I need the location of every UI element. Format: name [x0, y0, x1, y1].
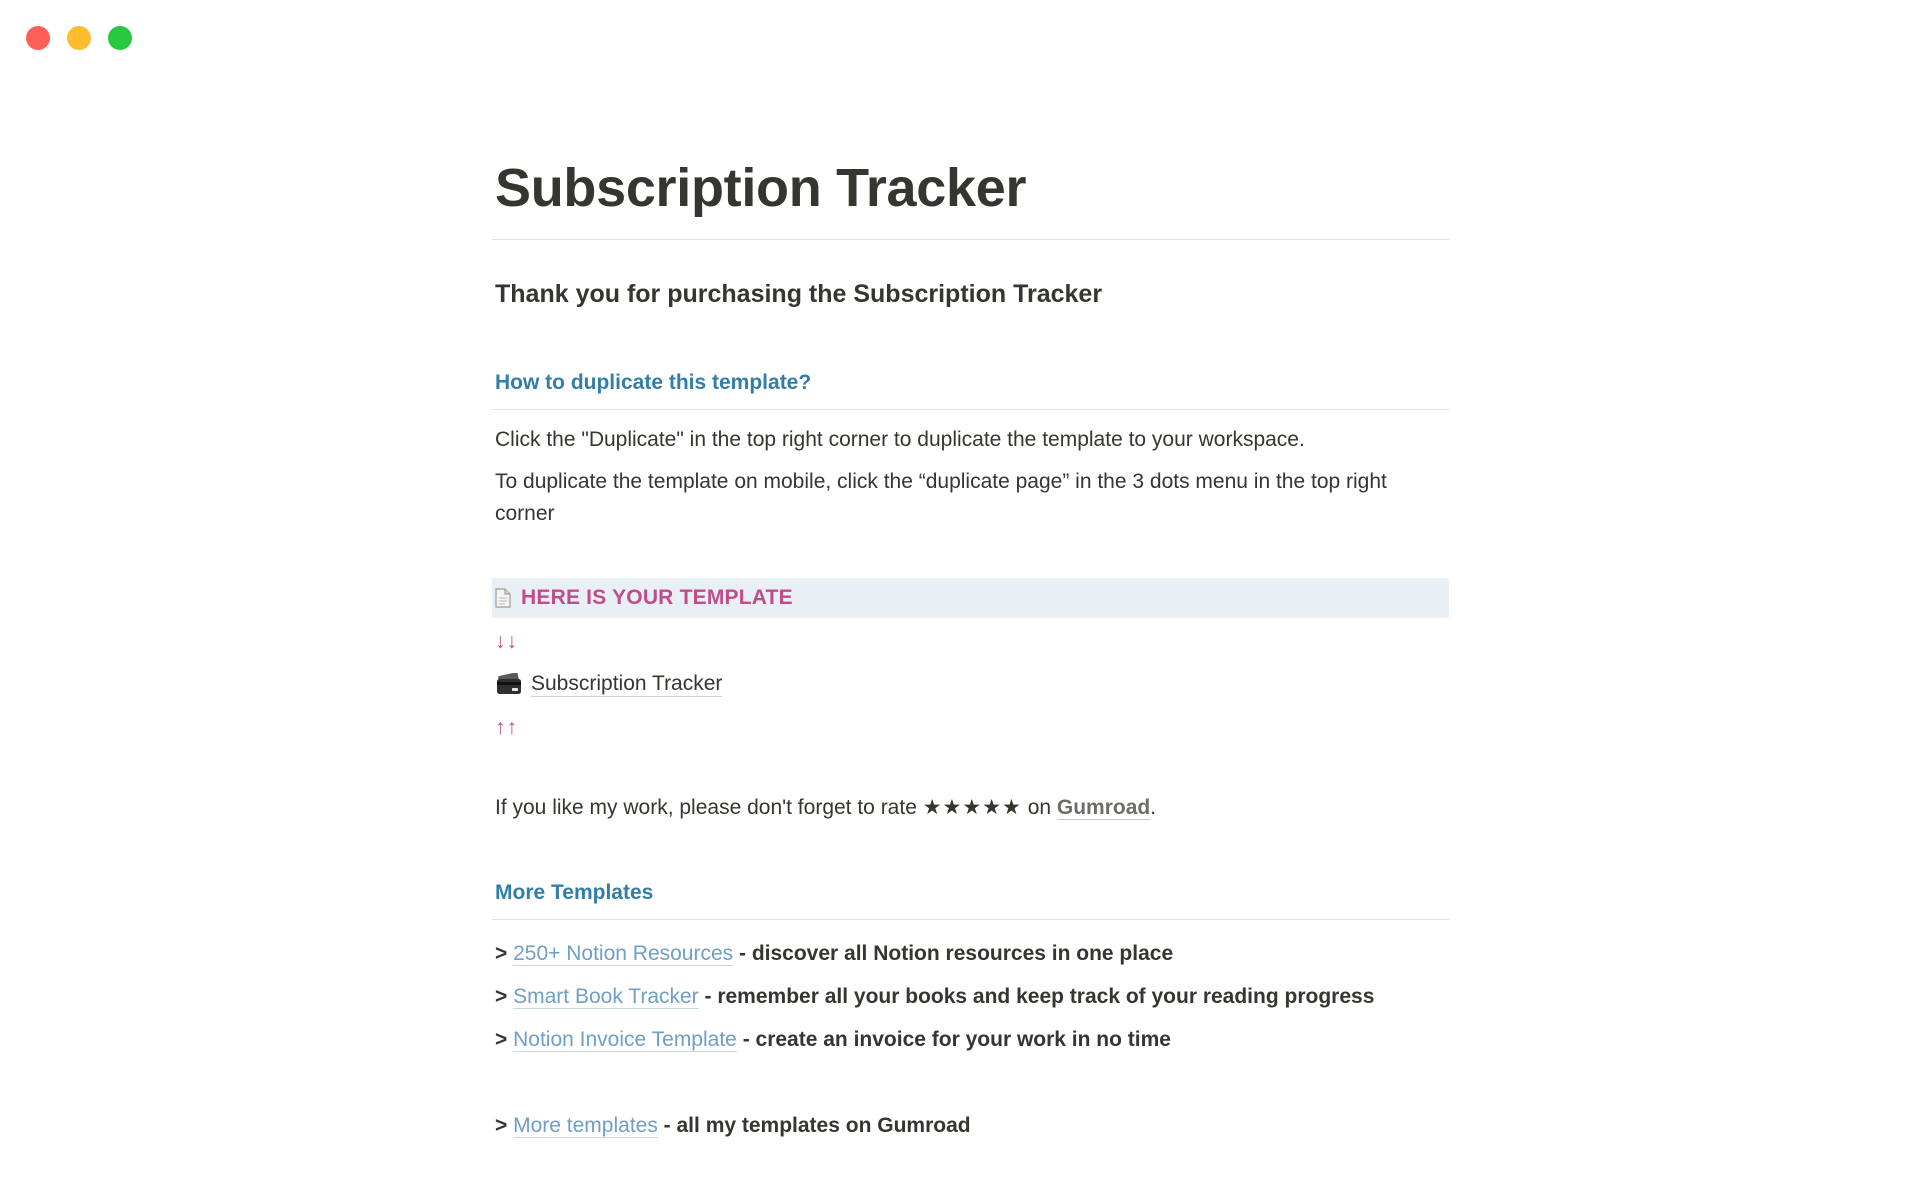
window-controls — [26, 26, 132, 50]
template-callout — [492, 578, 1449, 618]
notion-resources-link[interactable]: 250+ Notion Resources — [513, 942, 734, 966]
rate-middle: on — [1021, 795, 1057, 819]
list-item-prefix: > — [495, 985, 514, 1009]
callout-text: HERE IS YOUR TEMPLATE — [521, 585, 793, 609]
list-item-prefix: > — [495, 1114, 514, 1138]
list-item-description: - all my templates on Gumroad — [657, 1114, 971, 1138]
more-templates-link[interactable]: More templates — [513, 1114, 658, 1138]
page-title[interactable]: Subscription Tracker — [495, 158, 1027, 218]
list-item — [495, 1104, 1449, 1147]
duplicate-paragraph-desktop: Click the "Duplicate" in the top right corner to duplicate the template to your workspace. — [495, 427, 1305, 451]
arrows-down: ↓↓ — [495, 629, 518, 653]
notion-invoice-template-link[interactable]: Notion Invoice Template — [513, 1028, 737, 1052]
duplicate-heading: How to duplicate this template? — [495, 370, 812, 394]
gumroad-link[interactable]: Gumroad — [1056, 795, 1151, 819]
thanks-heading: Thank you for purchasing the Subscription Tracker — [495, 280, 1103, 309]
list-item-prefix: > — [495, 1028, 514, 1052]
close-window-button[interactable] — [26, 26, 50, 50]
maximize-window-button[interactable] — [108, 26, 132, 50]
rate-prefix: If you like my work, please don't forget to rate — [495, 795, 923, 819]
page-icon — [495, 588, 511, 608]
list-item — [495, 932, 1449, 975]
rating-stars: ★★★★★ — [922, 795, 1022, 819]
more-templates-list — [492, 932, 1449, 1147]
list-item-description: - discover all Notion resources in one place — [733, 942, 1174, 966]
smart-book-tracker-link[interactable]: Smart Book Tracker — [513, 985, 699, 1009]
template-page-link[interactable] — [495, 663, 1449, 706]
more-templates-divider — [492, 919, 1449, 920]
list-item — [495, 975, 1449, 1018]
list-item-prefix: > — [495, 942, 514, 966]
rate-paragraph — [495, 792, 1449, 824]
template-page-link-label[interactable]: Subscription Tracker — [531, 671, 722, 697]
list-item — [495, 1018, 1449, 1061]
list-item-description: - remember all your books and keep track of your reading progress — [698, 985, 1375, 1009]
minimize-window-button[interactable] — [67, 26, 91, 50]
more-templates-heading: More Templates — [495, 880, 654, 904]
credit-card-icon — [495, 673, 523, 695]
duplicate-divider — [492, 409, 1449, 410]
rate-suffix: . — [1150, 795, 1157, 819]
arrows-up: ↑↑ — [495, 715, 518, 739]
page-content — [492, 150, 1449, 1147]
title-divider — [492, 239, 1449, 240]
duplicate-paragraph-mobile: To duplicate the template on mobile, click the “duplicate page” in the 3 dots menu in the top right corner — [495, 469, 1387, 525]
list-item-description: - create an invoice for your work in no time — [736, 1028, 1171, 1052]
